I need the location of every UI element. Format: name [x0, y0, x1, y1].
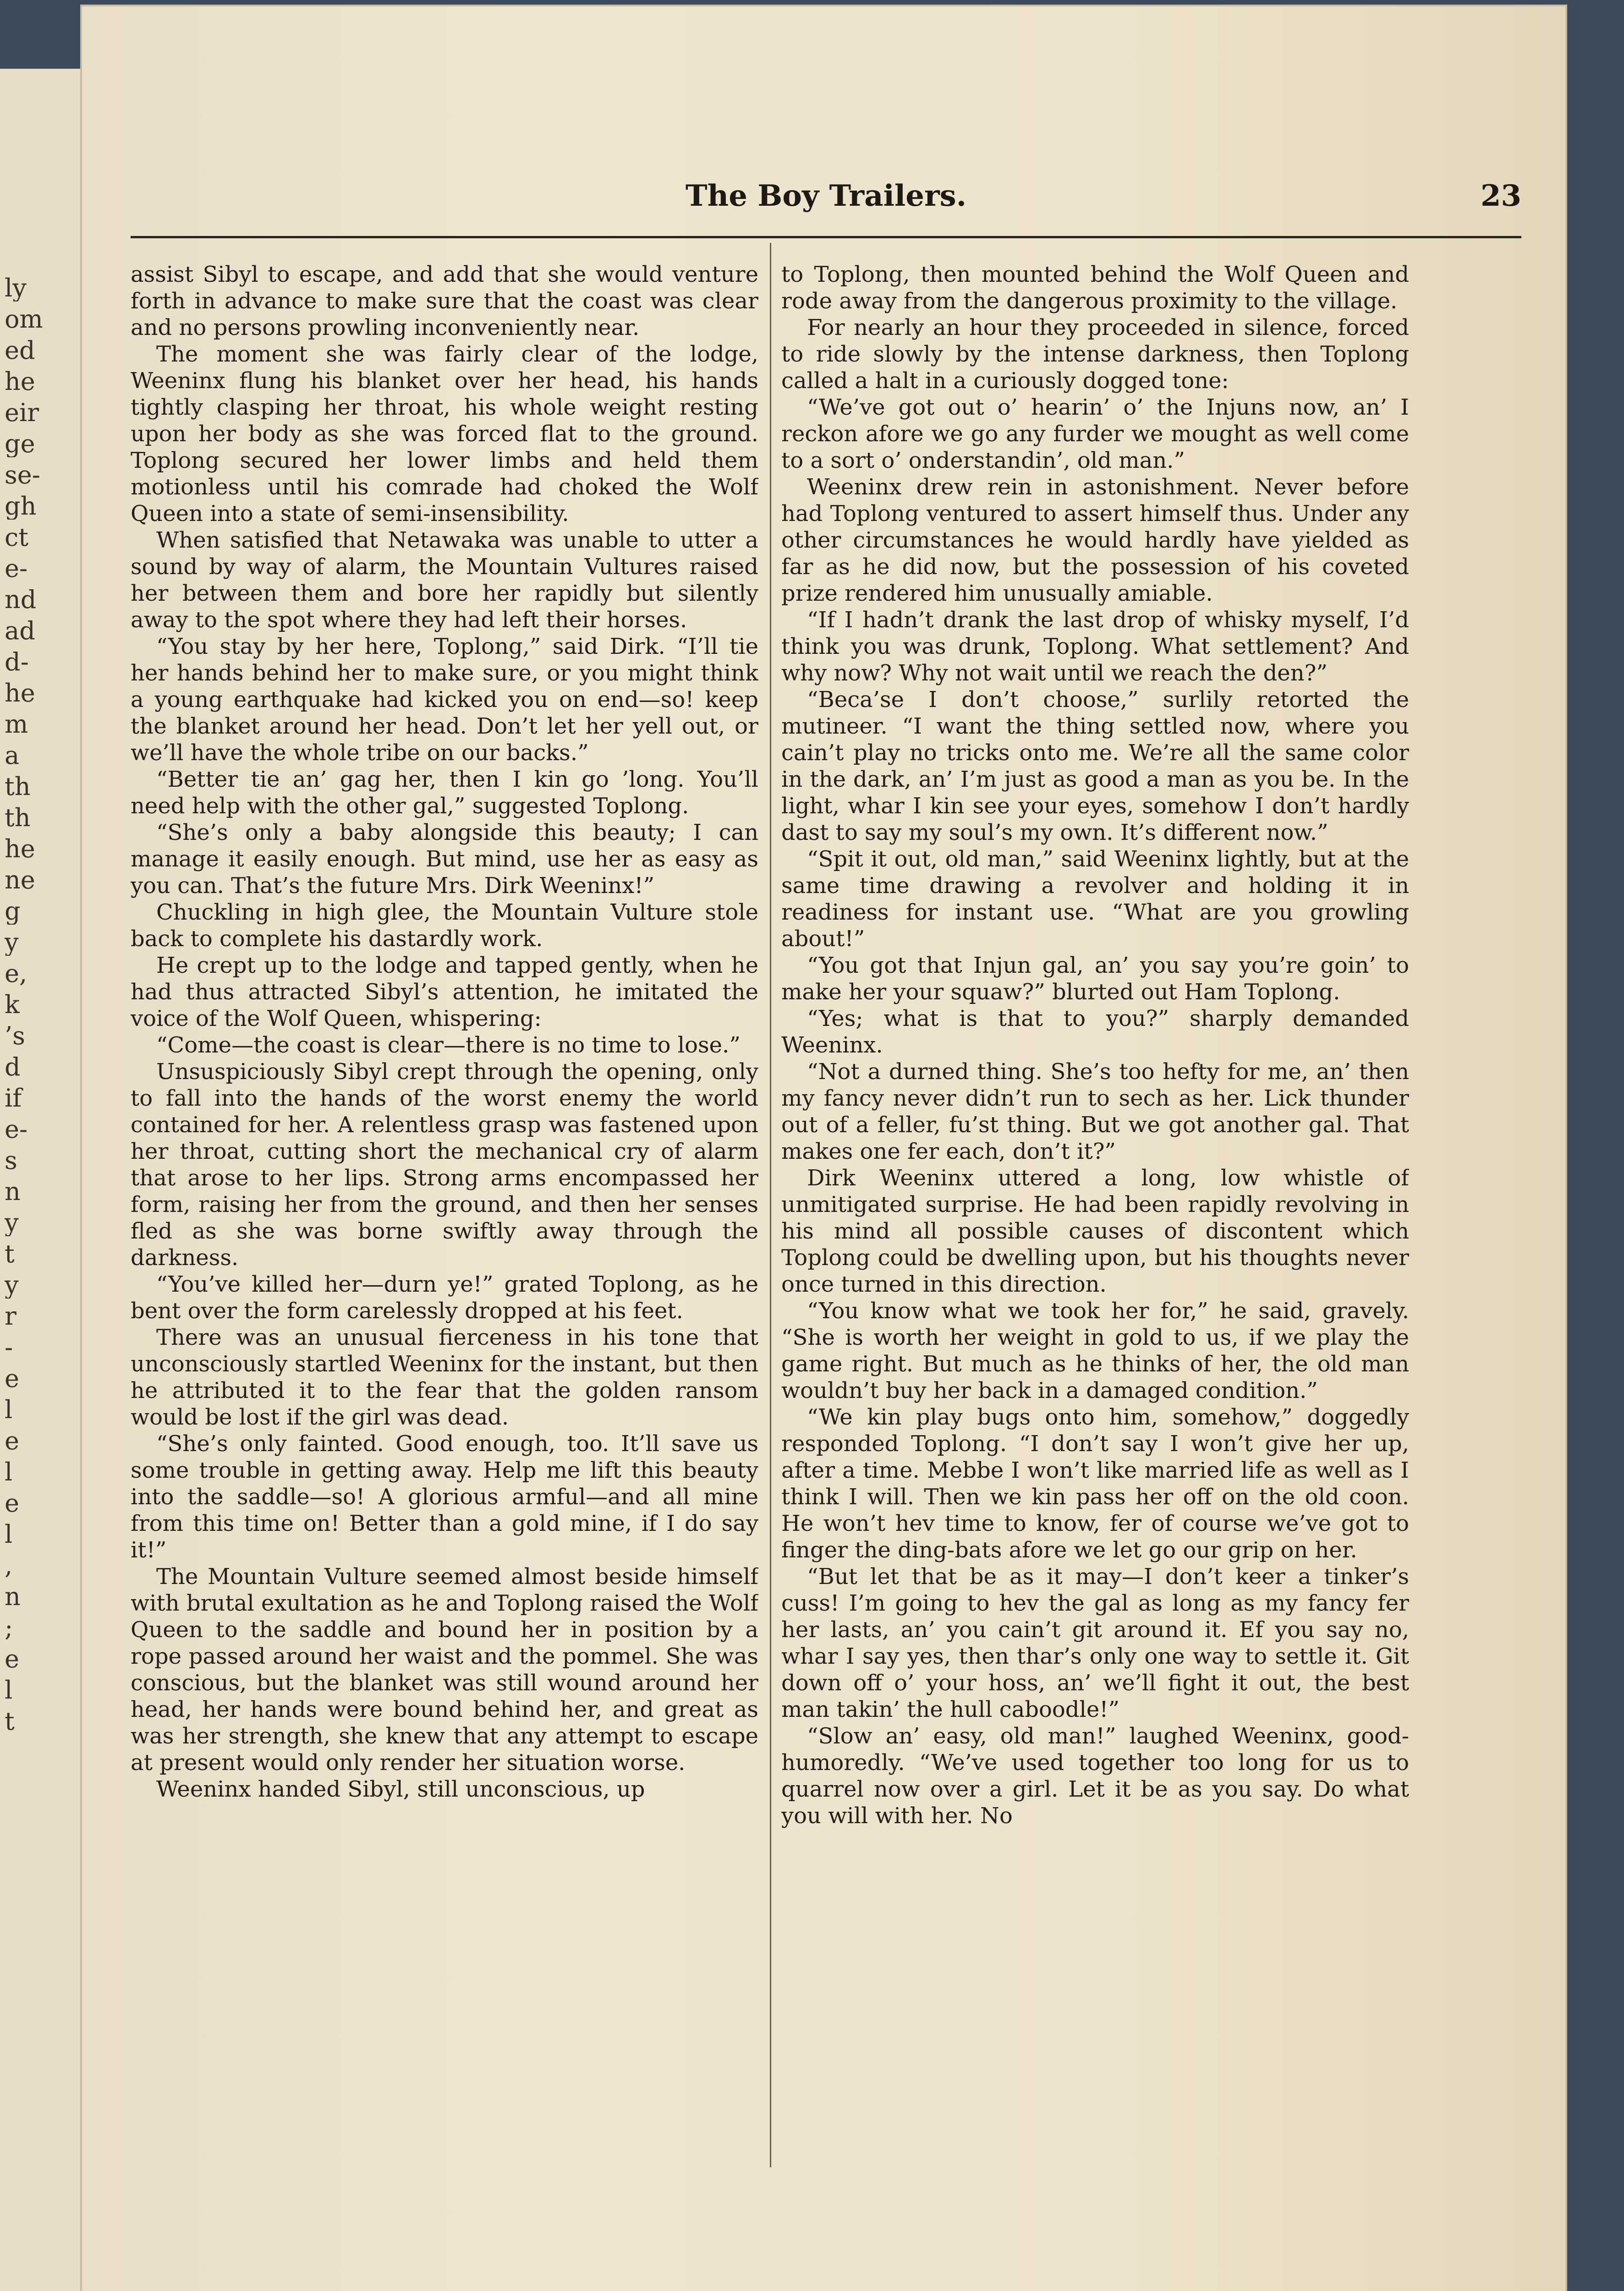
prev-page-fragment: e — [5, 1365, 19, 1392]
paragraph: Weeninx handed Sibyl, still unconscious, up — [156, 1776, 645, 1802]
text-column-left — [131, 261, 758, 2154]
prev-page-fragment: d — [5, 1054, 21, 1080]
prev-page-fragment: th — [5, 805, 31, 831]
prev-page-fragment: n — [5, 1584, 21, 1610]
paragraph: “She’s only a baby alongside this beauty; I can manage it easily enough. But mind, use her as easy as you can. That’s the future Mrs. Dirk Weeninx!” — [131, 820, 758, 899]
prev-page-fragment: th — [5, 773, 31, 800]
paragraph: “If I hadn’t drank the last drop of whisky myself, I’d think you was drunk, Toplong. What settlement? And why now? Why not wait until we reach the den?” — [781, 607, 1409, 686]
prev-page-fragment: e — [5, 1646, 19, 1672]
paragraph: “But let that be as it may—I don’t keer a tinker’s cuss! I’m going to hev the gal as long as my fancy fer her lasts, an’ you cain’t git around it. Ef you say no, whar I say yes, then thar’s only one way to settle it. Git down off o’ your hoss, an’ we’ll fight it out, the best man takin’ the hull caboodle!” — [781, 1564, 1409, 1722]
paragraph: “Spit it out, old man,” said Weeninx lightly, but at the same time drawing a revolver and holding it in readiness for instant use. “What are you growling about!” — [781, 846, 1409, 952]
paragraph: He crept up to the lodge and tapped gently, when he had thus attracted Sibyl’s attention, he imitated the voice of the Wolf Queen, whispering: — [131, 953, 758, 1031]
paragraph: “You stay by her here, Toplong,” said Dirk. “I’ll tie her hands behind her to make sure, or you might think a young earthquake had kicked you on end—so! keep the blanket around her head. Don’t let her yell out, or we’ll have the whole tribe on our backs.” — [131, 634, 758, 766]
header-rule — [131, 236, 1521, 238]
prev-page-fragment: l — [5, 1459, 13, 1485]
prev-page-fragment: ; — [5, 1615, 13, 1641]
prev-page-fragment: gh — [5, 493, 37, 520]
running-title: The Boy Trailers. — [686, 179, 966, 213]
text-column-right — [781, 261, 1409, 2154]
prev-page-fragment: g — [5, 898, 21, 925]
prev-page-fragment: e- — [5, 1116, 28, 1143]
page-header — [131, 179, 1521, 234]
page-number: 23 — [1480, 179, 1521, 213]
prev-page-fragment: ad — [5, 618, 35, 644]
paragraph: “Yes; what is that to you?” sharply demanded Weeninx. — [781, 1006, 1409, 1058]
prev-page-fragment: e — [5, 1490, 19, 1517]
prev-page-fragment: om — [5, 306, 43, 333]
column-divider — [770, 243, 771, 2167]
paragraph: “You got that Injun gal, an’ you say you’re goin’ to make her your squaw?” blurted out Ham Toplong. — [781, 953, 1409, 1005]
prev-page-fragment: ’s — [5, 1023, 25, 1049]
prev-page-fragment: t — [5, 1708, 15, 1735]
prev-page-fragment: s — [5, 1147, 17, 1174]
prev-page-fragment: t — [5, 1241, 15, 1267]
prev-page-fragment: e, — [5, 960, 27, 987]
paragraph: “Beca’se I don’t choose,” surlily retorted the mutineer. “I want the thing settled now, where you cain’t play no tricks onto me. We’re all the same color in the dark, an’ I’m just as good a man as you be. In the light, whar I kin see your eyes, somehow I don’t hardly dast to say my soul’s my own. It’s different now.” — [781, 687, 1409, 845]
prev-page-fragment: if — [5, 1085, 22, 1112]
paragraph: “Come—the coast is clear—there is no time to lose.” — [156, 1032, 741, 1058]
paragraph: “You know what we took her for,” he said, gravely. “She is worth her weight in gold to us, if we play the game right. But much as he thinks of her, the old man wouldn’t buy her back in a damaged condition.” — [781, 1298, 1409, 1403]
prev-page-fragment: d- — [5, 649, 29, 675]
paragraph: “Not a durned thing. She’s too hefty for me, an’ then my fancy never didn’t run to sech as her. Lick thunder out of a feller, fu’st thing. But we got another gal. That makes one fer each, don’t it?” — [781, 1059, 1409, 1164]
prev-page-fragment: he — [5, 680, 35, 707]
prev-page-fragment: l — [5, 1521, 13, 1548]
prev-page-fragment: l — [5, 1677, 13, 1704]
paragraph: to Toplong, then mounted behind the Wolf Queen and rode away from the dangerous proximity to the village. — [781, 262, 1409, 314]
prev-page-fragment: y — [5, 1272, 19, 1299]
paragraph: Dirk Weeninx uttered a long, low whistle of unmitigated surprise. He had been rapidly revolving in his mind all possible causes of discontent which Toplong could be dwelling upon, but his thoughts never once turned in this direction. — [781, 1165, 1409, 1297]
prev-page-fragment: k — [5, 992, 20, 1018]
prev-page-fragment: - — [5, 1334, 13, 1361]
paragraph: Unsuspiciously Sibyl crept through the opening, only to fall into the hands of the worst enemy the world contained for her. A relentless grasp was fastened upon her throat, cutting short the mechanical cry of alarm that arose to her lips. Strong arms encompassed her form, raising her from the ground, and then her senses fled as she was borne swiftly away through the darkness. — [131, 1059, 758, 1271]
paragraph: Weeninx drew rein in astonishment. Never before had Toplong ventured to assert himself thus. Under any other circumstances he would hardly have yielded as far as he did now, but the possession of his coveted prize rendered him unusually amiable. — [781, 474, 1409, 606]
paragraph: The Mountain Vulture seemed almost beside himself with brutal exultation as he and Toplong raised the Wolf Queen to the saddle and bound her in position by a rope passed around her waist and the pommel. She was conscious, but the blanket was still wound around her head, her hands were bound behind her, and great as was her strength, she knew that any attempt to escape at present would only render her situation worse. — [131, 1564, 758, 1776]
prev-page-fragment: ne — [5, 867, 35, 893]
prev-page-fragment: ed — [5, 337, 35, 364]
prev-page-fragment: a — [5, 742, 20, 769]
prev-page-fragment: m — [5, 711, 28, 738]
previous-page-edge — [0, 69, 83, 2291]
prev-page-fragment: se- — [5, 462, 40, 488]
paragraph: “We’ve got out o’ hearin’ o’ the Injuns now, an’ I reckon afore we go any furder we mought as well come to a sort o’ onderstandin’, old man.” — [781, 395, 1409, 473]
prev-page-fragment: l — [5, 1397, 13, 1423]
prev-page-fragment: nd — [5, 586, 37, 613]
paragraph: “You’ve killed her—durn ye!” grated Toplong, as he bent over the form carelessly dropped at his feet. — [131, 1272, 758, 1324]
paragraph: assist Sibyl to escape, and add that she would venture forth in advance to make sure that the coast was clear and no persons prowling inconveniently near. — [131, 262, 758, 340]
prev-page-fragment: eir — [5, 400, 39, 426]
prev-page-fragment: r — [5, 1303, 16, 1330]
prev-page-fragment: y — [5, 929, 19, 956]
paragraph: The moment she was fairly clear of the lodge, Weeninx flung his blanket over her head, his hands tightly clasping her throat, his whole weight resting upon her body as she was forced flat to the ground. Toplong secured her lower limbs and held them motionless until his comrade had choked the Wolf Queen into a state of semi-insensibility. — [131, 341, 758, 526]
prev-page-fragment: e- — [5, 555, 28, 582]
prev-page-fragment: n — [5, 1178, 21, 1205]
prev-page-fragment: e — [5, 1428, 19, 1454]
paragraph: “Better tie an’ gag her, then I kin go ’long. You’ll need help with the other gal,” suggested Toplong. — [131, 767, 758, 819]
prev-page-fragment: he — [5, 368, 35, 395]
paragraph: When satisfied that Netawaka was unable to utter a sound by way of alarm, the Mountain Vultures raised her between them and bore her rapidly but silently away to the spot where they had left their horses. — [131, 527, 758, 633]
paragraph: There was an unusual fierceness in his tone that unconsciously startled Weeninx for the instant, but then he attributed it to the fear that the golden ransom would be lost if the girl was dead. — [131, 1325, 758, 1430]
prev-page-fragment: he — [5, 836, 35, 862]
paragraph: For nearly an hour they proceeded in silence, forced to ride slowly by the intense darkness, then Toplong called a halt in a curiously dogged tone: — [781, 315, 1409, 394]
book-page — [80, 5, 1567, 2291]
paragraph: Chuckling in high glee, the Mountain Vulture stole back to complete his dastardly work. — [131, 899, 758, 952]
prev-page-fragment: , — [5, 1552, 13, 1579]
prev-page-fragment: ge — [5, 431, 35, 457]
paragraph: “She’s only fainted. Good enough, too. It’ll save us some trouble in getting away. Help me lift this beauty into the saddle—so! A glorious armful—and all mine from this time on! Better than a gold mine, if I do say it!” — [131, 1431, 758, 1563]
prev-page-fragment: ct — [5, 524, 28, 551]
paragraph: “Slow an’ easy, old man!” laughed Weeninx, good-humoredly. “We’ve used together too long for us to quarrel now over a girl. Let it be as you say. Do what you will with her. No — [781, 1723, 1409, 1829]
paragraph: “We kin play bugs onto him, somehow,” doggedly responded Toplong. “I don’t say I won’t give her up, after a time. Mebbe I won’t like married life as well as I think I will. Then we kin pass her off on the old coon. He won’t hev time to know, fer of course we’ve got to finger the ding-bats afore we let go our grip on her. — [781, 1404, 1409, 1563]
prev-page-fragment: ly — [5, 275, 27, 301]
prev-page-fragment: y — [5, 1210, 19, 1236]
